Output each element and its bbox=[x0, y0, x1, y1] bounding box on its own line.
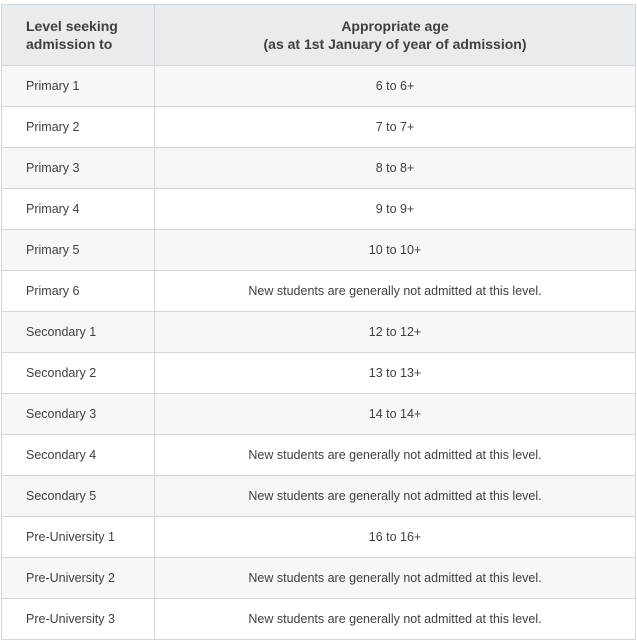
level-header-line2: admission to bbox=[26, 36, 113, 52]
level-cell: Pre-University 2 bbox=[2, 558, 155, 599]
table-body bbox=[2, 66, 636, 640]
age-cell: New students are generally not admitted at this level. bbox=[155, 599, 636, 640]
level-cell: Pre-University 1 bbox=[2, 517, 155, 558]
table-row bbox=[2, 230, 636, 271]
level-cell: Primary 1 bbox=[2, 66, 155, 107]
age-cell: 13 to 13+ bbox=[155, 353, 636, 394]
table-row bbox=[2, 517, 636, 558]
age-cell: New students are generally not admitted at this level. bbox=[155, 271, 636, 312]
age-header-line2: (as at 1st January of year of admission) bbox=[263, 36, 527, 52]
age-cell: 9 to 9+ bbox=[155, 189, 636, 230]
table-row bbox=[2, 148, 636, 189]
age-header-line1: Appropriate age bbox=[341, 18, 449, 34]
level-cell: Primary 3 bbox=[2, 148, 155, 189]
age-cell: New students are generally not admitted at this level. bbox=[155, 558, 636, 599]
age-cell: 6 to 6+ bbox=[155, 66, 636, 107]
age-column-header bbox=[155, 5, 636, 66]
age-cell: 10 to 10+ bbox=[155, 230, 636, 271]
table-row bbox=[2, 353, 636, 394]
level-header-line1: Level seeking bbox=[26, 18, 118, 34]
table-row bbox=[2, 476, 636, 517]
level-cell: Primary 6 bbox=[2, 271, 155, 312]
table-row bbox=[2, 312, 636, 353]
level-cell: Pre-University 3 bbox=[2, 599, 155, 640]
age-cell: 14 to 14+ bbox=[155, 394, 636, 435]
table-row bbox=[2, 66, 636, 107]
table-row bbox=[2, 599, 636, 640]
level-cell: Secondary 4 bbox=[2, 435, 155, 476]
age-cell: New students are generally not admitted at this level. bbox=[155, 476, 636, 517]
age-cell: 16 to 16+ bbox=[155, 517, 636, 558]
level-cell: Secondary 3 bbox=[2, 394, 155, 435]
header-row bbox=[2, 5, 636, 66]
age-cell: 7 to 7+ bbox=[155, 107, 636, 148]
table-row bbox=[2, 394, 636, 435]
level-cell: Primary 4 bbox=[2, 189, 155, 230]
table-row bbox=[2, 107, 636, 148]
table-row bbox=[2, 271, 636, 312]
level-cell: Secondary 2 bbox=[2, 353, 155, 394]
level-cell: Primary 5 bbox=[2, 230, 155, 271]
level-cell: Secondary 1 bbox=[2, 312, 155, 353]
age-cell: 12 to 12+ bbox=[155, 312, 636, 353]
table-header bbox=[2, 5, 636, 66]
level-cell: Secondary 5 bbox=[2, 476, 155, 517]
table-row bbox=[2, 558, 636, 599]
level-column-header bbox=[2, 5, 155, 66]
age-cell: New students are generally not admitted at this level. bbox=[155, 435, 636, 476]
age-cell: 8 to 8+ bbox=[155, 148, 636, 189]
table-row bbox=[2, 189, 636, 230]
admission-age-table bbox=[1, 4, 636, 640]
level-cell: Primary 2 bbox=[2, 107, 155, 148]
table-row bbox=[2, 435, 636, 476]
